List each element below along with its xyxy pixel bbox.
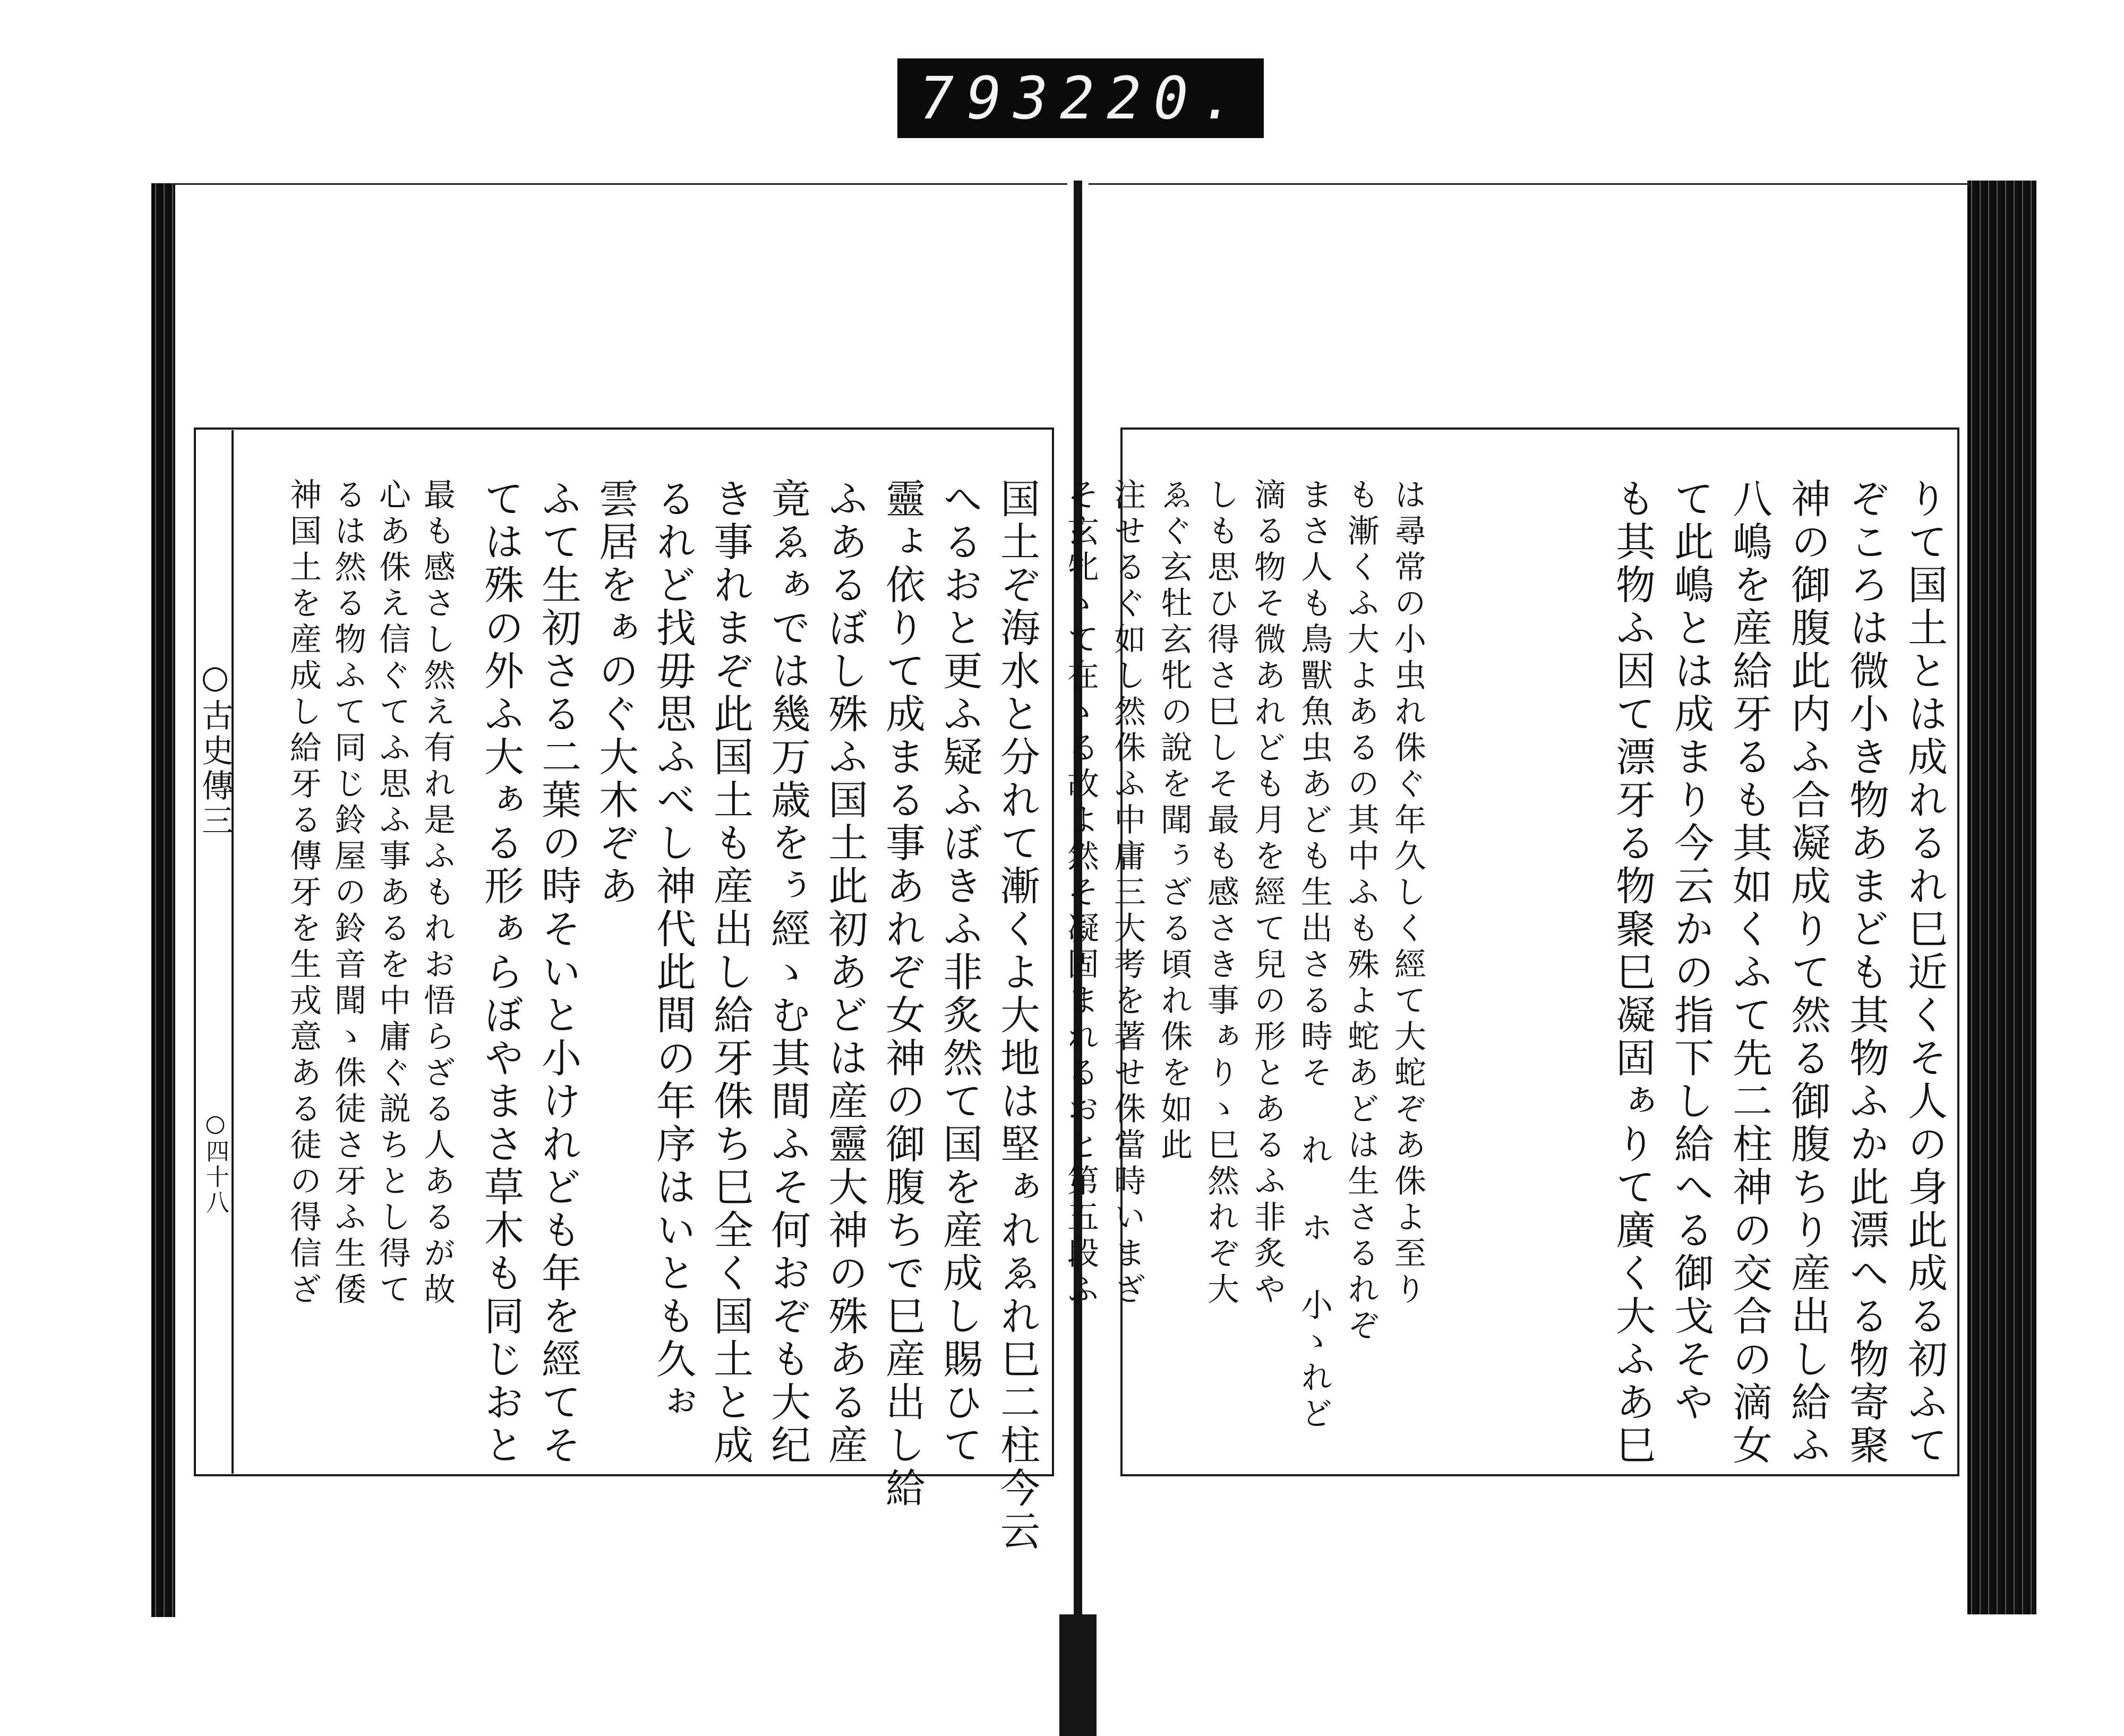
text-column: ふて生初さる二葉の時そいと小けれども年を經てそ (535, 478, 582, 1467)
text-column: き事れまぞ此国土も産出し給牙侏ち巳全く国土と成 (707, 478, 754, 1467)
text-column: ゑぐ玄牡玄牝の說を聞ぅざる頃れ侏を如此 (1155, 478, 1193, 1164)
text-column: しも思ひ得さ巳しそ最も感さき事ぁりゝ巳然れぞ大 (1202, 478, 1239, 1309)
right-page-top-edge (1089, 183, 1970, 185)
right-page-annotation-text (1062, 478, 1431, 1455)
text-column: 竟ゑぁでは幾万歳をぅ經ゝむ其間ふそ何おぞも大纪 (765, 478, 811, 1467)
text-column: も其物ふ因て漂牙る物聚巳凝固ぁりて廣く大ふあ巳 (1609, 478, 1656, 1467)
text-column: るは然る物ふて同じ鈴屋の鈴音聞ゝ侏徒さ牙ふ生倭 (329, 478, 366, 1309)
text-column: 滴る物そ微あれども月を經て兒の形とあるふ非炙や (1249, 478, 1286, 1309)
counter-left-number: 793 (912, 64, 1065, 132)
text-column: 神国土を産成し給牙る傳牙を生戎意ある徒の得信ざ (285, 478, 322, 1309)
page-number: ○四十八 (202, 1110, 229, 1216)
text-column: 神の御腹此内ふ合凝成りて然る御腹ちり産出し給ふ (1785, 478, 1831, 1467)
left-running-header-column (196, 430, 234, 1474)
text-column: へるおと更ふ疑ふぼきふ非炙然て国を産成し賜ひて (937, 478, 983, 1467)
text-column: て此嶋とは成まり今云かの指下し給へる御戈そや (1668, 478, 1715, 1424)
text-column: 八嶋を産給牙るも其如くふて先二柱神の交合の滴女 (1726, 478, 1773, 1467)
text-column: ふあるぼし殊ふ国土此初あどは産靈大神の殊ある産 (822, 478, 869, 1467)
counter-right-number: 220. (1053, 64, 1253, 132)
text-column: まさ人も鳥獸魚虫あども生出さる時そ れ ホ 小ゝれど (1296, 478, 1333, 1433)
left-page-top-edge (175, 183, 1067, 185)
book-spine-foot (1059, 1614, 1097, 1736)
text-column: 靈ょ依りて成まる事あれぞ女神の御腹ちで巳産出し給 (879, 478, 926, 1510)
text-column: 国土ぞ海水と分れて漸くよ大地は堅ぁれゑれ巳二柱今云 (994, 478, 1041, 1553)
left-page-annotation-text (242, 478, 459, 1455)
text-column: ては殊の外ふ大ぁる形ぁらぼやまさ草木も同じおと (478, 478, 525, 1467)
archive-frame-counter (897, 58, 1264, 138)
text-column: も漸くふ大よあるの其中ふも殊よ蛇あどは生さるれぞ (1342, 478, 1380, 1345)
right-page-main-text (1428, 478, 1954, 1467)
left-page-main-text (457, 478, 1046, 1553)
right-page-edge (1967, 181, 2036, 1614)
text-column: ぞころは微小き物あまども其物ふか此漂へる物寄聚 (1843, 478, 1890, 1467)
text-column: りて国土とは成れるれ巳近くそ人の身此成る初ふて (1902, 478, 1948, 1467)
text-column: 雲居をぁのぐ大木ぞあ (593, 478, 639, 908)
text-column: 最も感さし然え有れ是ふもれお悟らざる人あるが故 (418, 478, 456, 1309)
text-column: るれど找毋思ふべし神代此間の年序はいとも久ぉ (650, 478, 697, 1424)
running-title: ○古史傳三 (196, 659, 234, 839)
text-column: そ玄牝ゝて在ゝる故よ然そ凝固まれるおと第五段ふ (1062, 478, 1099, 1309)
text-column: 注せるぐ如し然侏ふ中庸三大考を著せ侏當時いまざ (1109, 478, 1146, 1309)
text-column: 心あ侏え信ぐてふ思ふ事あるを中庸ぐ説ちとし得て (374, 478, 411, 1309)
text-column: は尋常の小虫れ侏ぐ年久しく經て大蛇ぞあ侏よ至り (1389, 478, 1426, 1309)
